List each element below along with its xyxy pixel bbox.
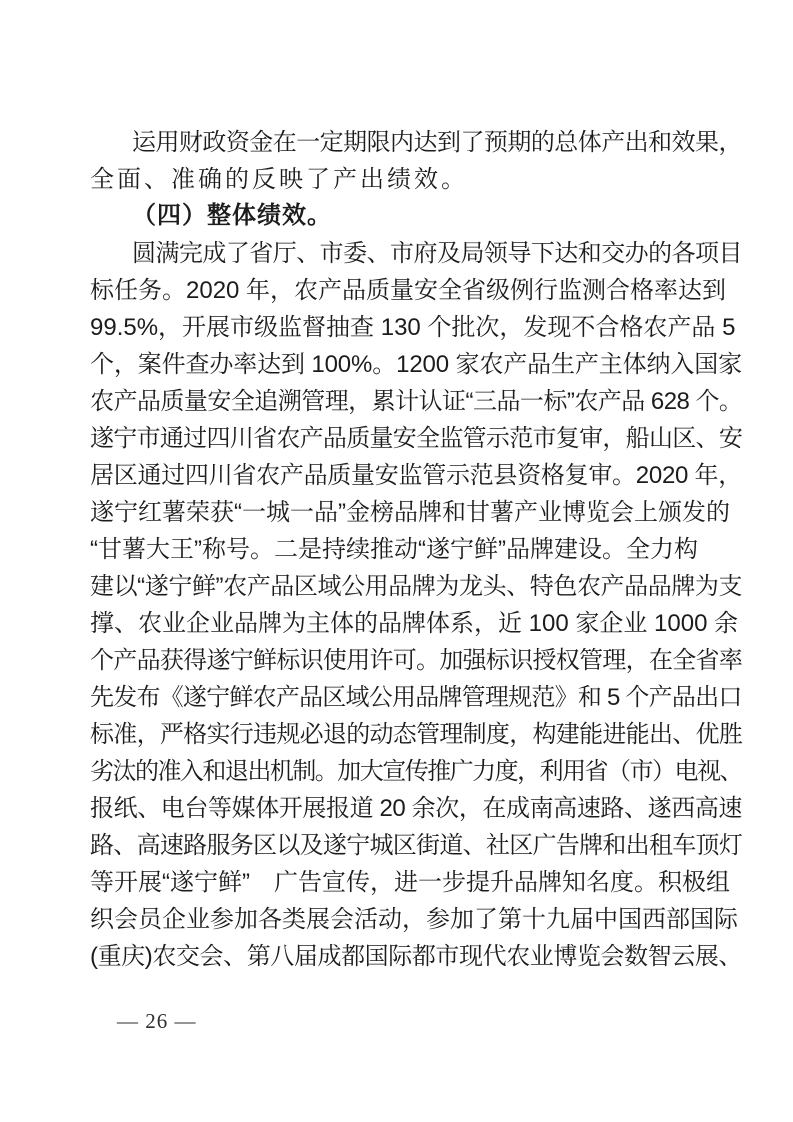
text-line: 居区通过四川省农产品质量安监管示范县资格复审。2020 年，: [90, 462, 742, 489]
text-line: 劣汰的准入和退出机制。加大宣传推广力度，利用省（市）电视、: [90, 758, 742, 785]
text-line: 全面、准确的反映了产出绩效。: [90, 166, 468, 193]
text-line: 个，案件查办率达到 100%。1200 家农产品生产主体纳入国家: [90, 351, 742, 378]
text-line: 个产品获得遂宁鲜标识使用许可。加强标识授权管理，在全省率: [90, 647, 743, 674]
text-line: “甘薯大王”称号。二是持续推动“遂宁鲜”品牌建设。全力构: [90, 536, 698, 563]
text-line: 先发布《遂宁鲜农产品区域公用品牌管理规范》和 5 个产品出口: [90, 684, 742, 711]
text-line: 遂宁红薯荣获“一城一品”金榜品牌和甘薯产业博览会上颁发的: [90, 499, 730, 526]
text-line: 标准，严格实行违规必退的动态管理制度，构建能进能出、优胜: [90, 721, 743, 748]
text-line: 撑、农业企业品牌为主体的品牌体系，近 100 家企业 1000 余: [90, 610, 739, 637]
text-line: 等开展“遂宁鲜” 广告宣传，进一步提升品牌知名度。积极组: [90, 869, 730, 896]
text-line: 99.5%，开展市级监督抽查 130 个批次，发现不合格农产品 5: [90, 314, 736, 341]
page-number: — 26 —: [117, 1009, 197, 1033]
text-line: (重庆)农交会、第八届成都国际都市现代农业博览会数智云展、: [90, 943, 743, 970]
text-line: 建以“遂宁鲜”农产品区域公用品牌为龙头、特色农产品品牌为支: [90, 573, 743, 600]
text-line: 圆满完成了省厅、市委、市府及局领导下达和交办的各项目: [132, 240, 742, 267]
text-line: （四）整体绩效。: [132, 203, 332, 229]
text-line: 织会员企业参加各类展会活动，参加了第十九届中国西部国际: [90, 906, 738, 933]
text-line: 报纸、电台等媒体开展报道 20 余次，在成南高速路、遂西高速: [90, 795, 743, 822]
text-line: 农产品质量安全追溯管理，累计认证“三品一标”农产品 628 个。: [90, 388, 743, 415]
text-line: 标任务。2020 年，农产品质量安全省级例行监测合格率达到: [90, 277, 727, 304]
text-line: 遂宁市通过四川省农产品质量安全监管示范市复审，船山区、安: [90, 425, 743, 452]
text-block: [90, 124, 742, 975]
text-line: 路、高速路服务区以及遂宁城区街道、社区广告牌和出租车顶灯: [90, 832, 743, 859]
text-line: 运用财政资金在一定期限内达到了预期的总体产出和效果，: [132, 129, 742, 156]
